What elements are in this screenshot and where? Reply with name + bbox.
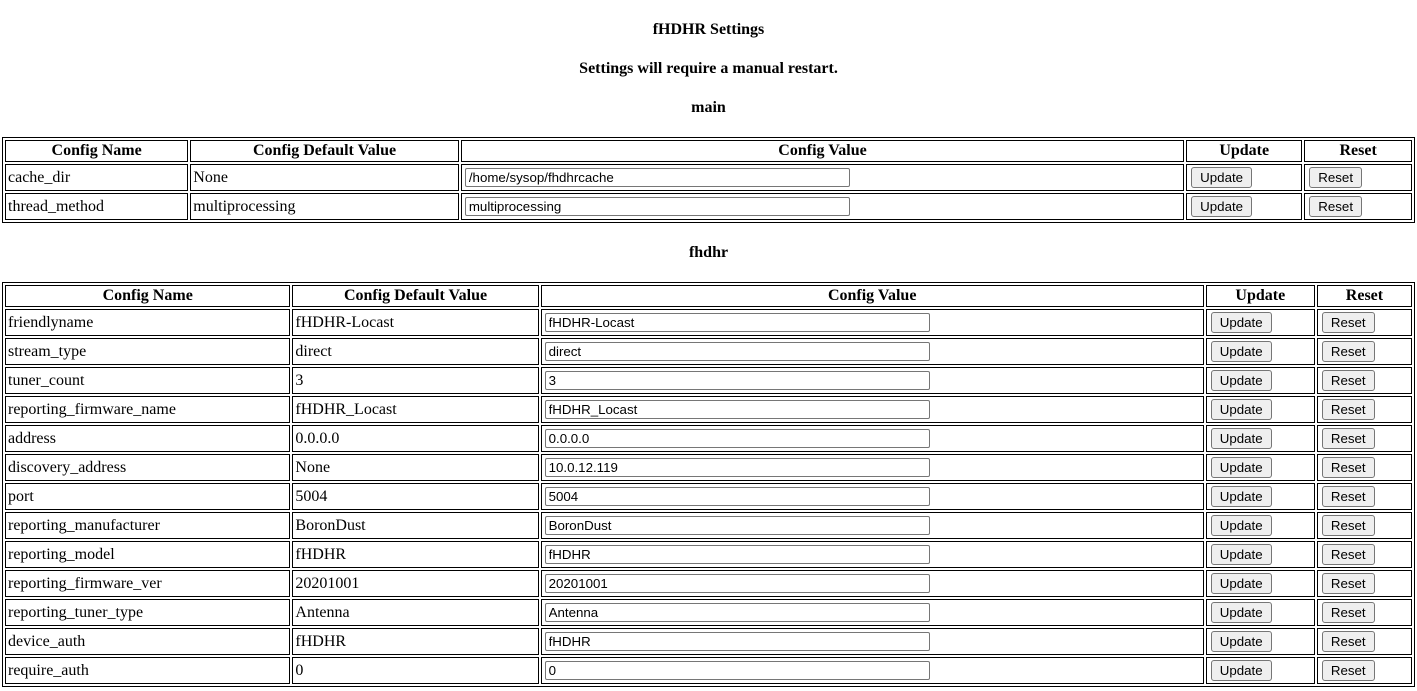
reset-button[interactable]: Reset — [1322, 515, 1375, 536]
column-header-config-name: Config Name — [5, 140, 188, 162]
update-button[interactable]: Update — [1211, 602, 1272, 623]
config-name-cell: reporting_model — [5, 541, 290, 568]
reset-cell — [1317, 570, 1412, 597]
reset-button[interactable]: Reset — [1322, 341, 1375, 362]
config-value-cell — [541, 512, 1204, 539]
config-row — [5, 338, 1412, 365]
update-button[interactable]: Update — [1211, 631, 1272, 652]
config-row — [5, 483, 1412, 510]
config-row — [5, 541, 1412, 568]
reset-button[interactable]: Reset — [1309, 196, 1362, 217]
column-header-update: Update — [1206, 285, 1315, 307]
config-value-cell — [541, 309, 1204, 336]
config-row — [5, 454, 1412, 481]
update-cell — [1206, 338, 1315, 365]
config-value-input[interactable] — [545, 487, 930, 506]
update-cell — [1206, 628, 1315, 655]
section-heading-fhdhr: fhdhr — [688, 244, 729, 261]
settings-table-main — [2, 137, 1415, 223]
section-heading-main: main — [691, 99, 726, 116]
column-header-config-name: Config Name — [5, 285, 290, 307]
config-value-cell — [461, 193, 1184, 220]
config-row — [5, 367, 1412, 394]
update-cell — [1186, 164, 1302, 191]
reset-button[interactable]: Reset — [1322, 660, 1375, 681]
reset-button[interactable]: Reset — [1322, 573, 1375, 594]
config-value-input[interactable] — [545, 603, 930, 622]
update-cell — [1206, 454, 1315, 481]
table-header-row — [5, 140, 1412, 162]
config-value-cell — [541, 338, 1204, 365]
config-default-cell: multiprocessing — [190, 193, 459, 220]
config-name-cell: address — [5, 425, 290, 452]
reset-button[interactable]: Reset — [1322, 428, 1375, 449]
config-value-cell — [541, 425, 1204, 452]
reset-button[interactable]: Reset — [1322, 544, 1375, 565]
column-header-config-value: Config Value — [541, 285, 1204, 307]
config-row — [5, 657, 1412, 684]
reset-cell — [1317, 657, 1412, 684]
config-value-cell — [541, 396, 1204, 423]
config-name-cell: device_auth — [5, 628, 290, 655]
update-cell — [1206, 570, 1315, 597]
reset-button[interactable]: Reset — [1322, 486, 1375, 507]
config-name-cell: tuner_count — [5, 367, 290, 394]
reset-cell — [1317, 396, 1412, 423]
config-default-cell: 0 — [292, 657, 538, 684]
config-row — [5, 193, 1412, 220]
config-row — [5, 512, 1412, 539]
config-value-cell — [541, 599, 1204, 626]
reset-cell — [1304, 164, 1412, 191]
update-button[interactable]: Update — [1211, 399, 1272, 420]
config-value-cell — [541, 483, 1204, 510]
reset-cell — [1317, 367, 1412, 394]
reset-button[interactable]: Reset — [1322, 312, 1375, 333]
config-default-cell: BoronDust — [292, 512, 538, 539]
config-value-input[interactable] — [545, 400, 930, 419]
update-button[interactable]: Update — [1211, 660, 1272, 681]
reset-cell — [1304, 193, 1412, 220]
page-title: fHDHR Settings — [652, 21, 765, 38]
update-button[interactable]: Update — [1211, 457, 1272, 478]
config-name-cell: cache_dir — [5, 164, 188, 191]
config-value-input[interactable] — [545, 632, 930, 651]
table-header-row — [5, 285, 1412, 307]
config-row — [5, 309, 1412, 336]
config-default-cell: 5004 — [292, 483, 538, 510]
config-value-input[interactable] — [465, 197, 850, 216]
reset-cell — [1317, 309, 1412, 336]
config-default-cell: Antenna — [292, 599, 538, 626]
config-value-input[interactable] — [545, 545, 930, 564]
reset-button[interactable]: Reset — [1322, 399, 1375, 420]
config-value-cell — [461, 164, 1184, 191]
config-value-cell — [541, 628, 1204, 655]
config-name-cell: friendlyname — [5, 309, 290, 336]
update-cell — [1206, 396, 1315, 423]
column-header-reset: Reset — [1304, 140, 1412, 162]
config-value-input[interactable] — [545, 429, 930, 448]
config-value-input[interactable] — [545, 313, 930, 332]
update-button[interactable]: Update — [1211, 370, 1272, 391]
reset-cell — [1317, 483, 1412, 510]
update-cell — [1186, 193, 1302, 220]
update-cell — [1206, 309, 1315, 336]
reset-button[interactable]: Reset — [1322, 370, 1375, 391]
config-default-cell: 0.0.0.0 — [292, 425, 538, 452]
config-default-cell: fHDHR-Locast — [292, 309, 538, 336]
config-name-cell: reporting_tuner_type — [5, 599, 290, 626]
update-button[interactable]: Update — [1191, 196, 1252, 217]
config-value-cell — [541, 454, 1204, 481]
reset-button[interactable]: Reset — [1309, 167, 1362, 188]
reset-cell — [1317, 599, 1412, 626]
config-value-cell — [541, 367, 1204, 394]
update-cell — [1206, 599, 1315, 626]
reset-button[interactable]: Reset — [1322, 602, 1375, 623]
config-name-cell: require_auth — [5, 657, 290, 684]
reset-button[interactable]: Reset — [1322, 457, 1375, 478]
update-cell — [1206, 657, 1315, 684]
reset-cell — [1317, 541, 1412, 568]
update-cell — [1206, 541, 1315, 568]
config-default-cell: 20201001 — [292, 570, 538, 597]
column-header-reset: Reset — [1317, 285, 1412, 307]
update-cell — [1206, 483, 1315, 510]
column-header-config-default: Config Default Value — [292, 285, 538, 307]
config-default-cell: None — [190, 164, 459, 191]
config-name-cell: reporting_manufacturer — [5, 512, 290, 539]
config-value-cell — [541, 657, 1204, 684]
config-row — [5, 628, 1412, 655]
config-name-cell: thread_method — [5, 193, 188, 220]
config-default-cell: fHDHR — [292, 628, 538, 655]
update-button[interactable]: Update — [1211, 428, 1272, 449]
config-row — [5, 396, 1412, 423]
update-button[interactable]: Update — [1191, 167, 1252, 188]
config-value-input[interactable] — [465, 168, 850, 187]
reset-button[interactable]: Reset — [1322, 631, 1375, 652]
restart-warning: Settings will require a manual restart. — [579, 60, 838, 77]
update-button[interactable]: Update — [1211, 573, 1272, 594]
update-button[interactable]: Update — [1211, 515, 1272, 536]
column-header-config-default: Config Default Value — [190, 140, 459, 162]
config-value-input[interactable] — [545, 661, 930, 680]
config-default-cell: fHDHR — [292, 541, 538, 568]
update-button[interactable]: Update — [1211, 486, 1272, 507]
config-value-input[interactable] — [545, 458, 930, 477]
update-cell — [1206, 425, 1315, 452]
config-default-cell: direct — [292, 338, 538, 365]
settings-table-fhdhr — [2, 282, 1415, 687]
config-name-cell: reporting_firmware_ver — [5, 570, 290, 597]
config-row — [5, 599, 1412, 626]
config-default-cell: None — [292, 454, 538, 481]
update-cell — [1206, 367, 1315, 394]
config-value-input[interactable] — [545, 371, 930, 390]
reset-cell — [1317, 454, 1412, 481]
reset-cell — [1317, 628, 1412, 655]
column-header-config-value: Config Value — [461, 140, 1184, 162]
config-row — [5, 570, 1412, 597]
config-value-cell — [541, 541, 1204, 568]
update-button[interactable]: Update — [1211, 341, 1272, 362]
config-value-cell — [541, 570, 1204, 597]
config-name-cell: reporting_firmware_name — [5, 396, 290, 423]
config-value-input[interactable] — [545, 574, 930, 593]
config-default-cell: fHDHR_Locast — [292, 396, 538, 423]
config-value-input[interactable] — [545, 516, 930, 535]
config-value-input[interactable] — [545, 342, 930, 361]
update-cell — [1206, 512, 1315, 539]
update-button[interactable]: Update — [1211, 312, 1272, 333]
update-button[interactable]: Update — [1211, 544, 1272, 565]
config-default-cell: 3 — [292, 367, 538, 394]
config-name-cell: port — [5, 483, 290, 510]
reset-cell — [1317, 512, 1412, 539]
config-row — [5, 164, 1412, 191]
reset-cell — [1317, 338, 1412, 365]
config-name-cell: stream_type — [5, 338, 290, 365]
column-header-update: Update — [1186, 140, 1302, 162]
config-row — [5, 425, 1412, 452]
reset-cell — [1317, 425, 1412, 452]
config-name-cell: discovery_address — [5, 454, 290, 481]
